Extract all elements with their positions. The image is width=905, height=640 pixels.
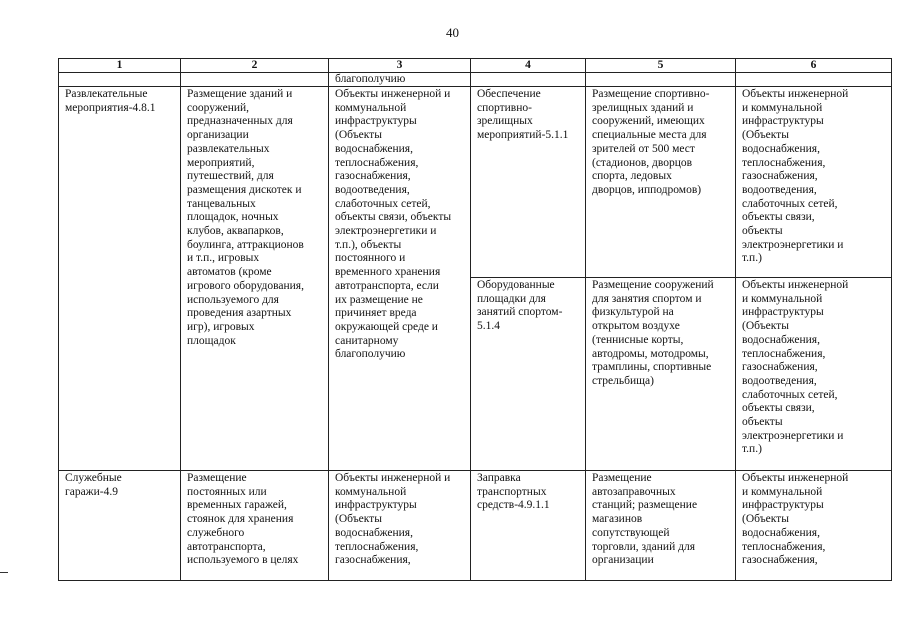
header-col-1: 1 [59, 59, 181, 73]
main-use-description-cell [181, 87, 329, 471]
conditional-use-cell [471, 87, 586, 278]
auxiliary-use-text: Объекты инженерной и коммунальной инфраструктуры (Объекты водоснабжения, теплоснабжения, газоснабжения, водоотведения, слаботочных сетей, объекты связи, объекты электроэнергетики и т.п.), объекты постоянного и временного хранения автотранспорта, если их размещение не причиняет вреда окружающей среде и санитарному благополучию [335, 88, 452, 361]
cell [736, 73, 892, 87]
cell [181, 73, 329, 87]
conditional-use-name: Оборудованные площадки для занятий спортом- 5.1.4 [477, 279, 563, 333]
conditional-use-cell [471, 471, 586, 581]
auxiliary-use-cell [329, 471, 471, 581]
conditional-auxiliary-cell [736, 87, 892, 278]
conditional-auxiliary-cell [736, 471, 892, 581]
main-use-cell [59, 471, 181, 581]
conditional-auxiliary-text: Объекты инженерной и коммунальной инфраструктуры (Объекты водоснабжения, теплоснабжения, газоснабжения, водоотведения, слаботочных сетей, объекты связи, объекты электроэнергетики и т.п.) [742, 88, 849, 265]
conditional-use-description: Размещение спортивно- зрелищных зданий и сооружений, имеющих специальные места для зрителей от 500 мест (стадионов, дворцов спорта, ледовых дворцов, ипподромов) [592, 88, 710, 196]
cell [586, 73, 736, 87]
main-use-description-cell [181, 471, 329, 581]
conditional-auxiliary-text: Объекты инженерной и коммунальной инфраструктуры (Объекты водоснабжения, теплоснабжения, газоснабжения, [742, 472, 849, 567]
main-use-name: Развлекательные мероприятия-4.8.1 [65, 88, 156, 114]
continuation-row [59, 73, 892, 87]
auxiliary-use-text: Объекты инженерной и коммунальной инфраструктуры (Объекты водоснабжения, теплоснабжения, газоснабжения, [335, 472, 451, 567]
cell [329, 73, 471, 87]
main-use-description: Размещение постоянных или временных гаражей, стоянок для хранения служебного автотранспорта, используемого в целях [187, 472, 299, 567]
margin-mark [0, 572, 8, 573]
conditional-auxiliary-cell [736, 278, 892, 471]
conditional-use-name: Обеспечение спортивно- зрелищных мероприятий-5.1.1 [477, 88, 569, 142]
header-col-3: 3 [329, 59, 471, 73]
main-use-description: Размещение зданий и сооружений, предназначенных для организации развлекательных мероприятий, путешествий, для размещения дискотек и танцевальных площадок, ночных клубов, аквапарков, боулинга, аттракционов и т.п., игровых автоматов (кроме игрового оборудования, используемого для проведения азартных игр), игровых площадок [187, 88, 304, 347]
cell [471, 73, 586, 87]
main-use-cell [59, 87, 181, 471]
table-row [59, 471, 892, 581]
conditional-use-description-cell [586, 87, 736, 278]
header-col-2: 2 [181, 59, 329, 73]
table-row [59, 87, 892, 278]
conditional-use-description: Размещение сооружений для занятия спортом и физкультурой на открытом воздухе (теннисные корты, автодромы, мотодромы, трамплины, спортивные стрельбища) [592, 279, 714, 387]
conditional-use-description: Размещение автозаправочных станций; размещение магазинов сопутствующей торговли, зданий для организации [592, 472, 698, 567]
conditional-use-description-cell [586, 471, 736, 581]
cell [59, 73, 181, 87]
main-use-name: Служебные гаражи-4.9 [65, 472, 122, 498]
header-row [59, 59, 892, 73]
header-col-5: 5 [586, 59, 736, 73]
conditional-use-description-cell [586, 278, 736, 471]
conditional-use-name: Заправка транспортных средств-4.9.1.1 [477, 472, 550, 512]
page-number: 40 [446, 25, 459, 40]
land-use-table [58, 58, 892, 581]
header-col-6: 6 [736, 59, 892, 73]
conditional-use-cell [471, 278, 586, 471]
header-col-4: 4 [471, 59, 586, 73]
conditional-auxiliary-text: Объекты инженерной и коммунальной инфраструктуры (Объекты водоснабжения, теплоснабжения, газоснабжения, водоотведения, слаботочных сетей, объекты связи, объекты электроэнергетики и т.п.) [742, 279, 849, 456]
continuation-text: благополучию [335, 73, 406, 85]
auxiliary-use-cell [329, 87, 471, 471]
